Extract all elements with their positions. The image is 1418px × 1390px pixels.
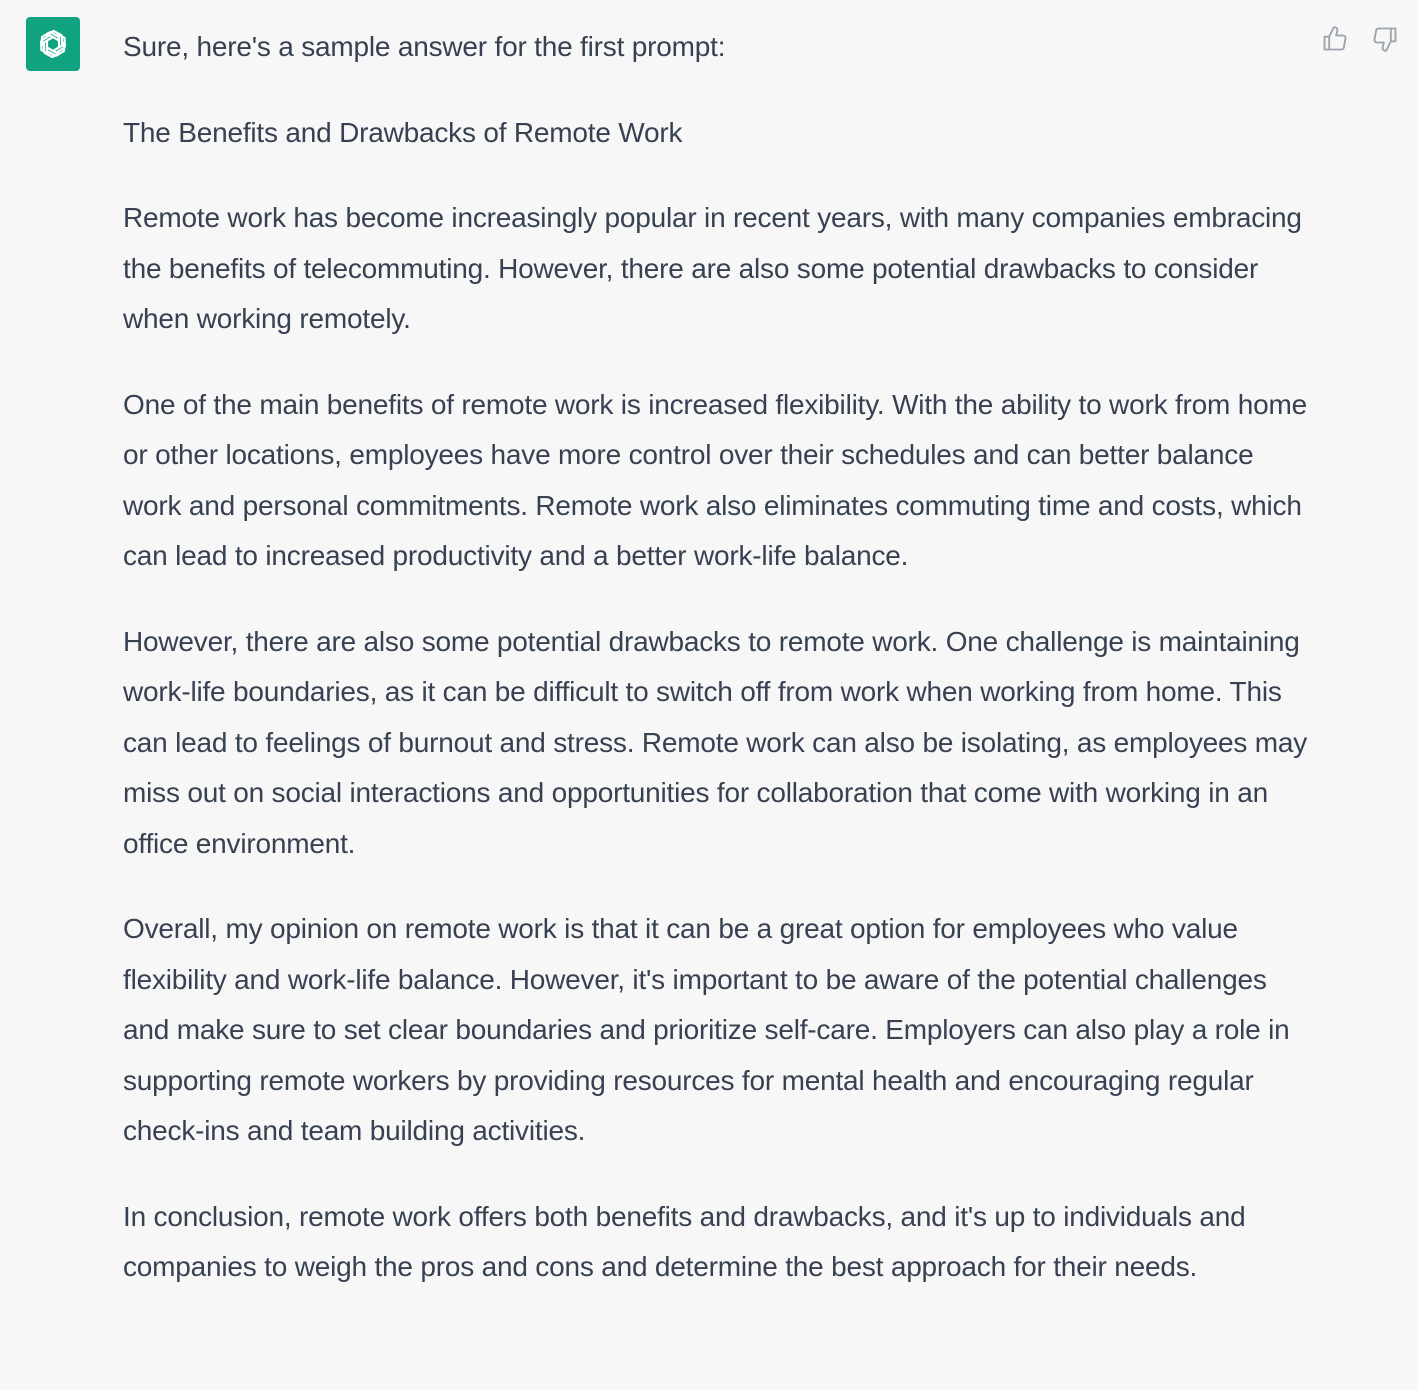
assistant-avatar	[26, 17, 80, 71]
message-paragraph: One of the main benefits of remote work is increased flexibility. With the ability to work from home or other locations, employees have more control over their schedules and can better balance work and personal commitments. Remote work also eliminates commuting time and costs, which can lead to increased productivity and a better work-life balance.	[123, 388, 1307, 571]
thumbs-up-button[interactable]	[1320, 24, 1350, 54]
thumbs-down-button[interactable]	[1370, 24, 1400, 54]
message-intro: Sure, here's a sample answer for the first prompt:	[123, 31, 726, 62]
message-title: The Benefits and Drawbacks of Remote Work	[123, 116, 683, 148]
thumbs-up-icon	[1321, 25, 1349, 53]
feedback-controls	[1320, 24, 1400, 54]
assistant-message	[123, 22, 1313, 1293]
message-paragraph: Remote work has become increasingly popular in recent years, with many companies embracing the benefits of telecommuting. However, there are also some potential drawbacks to consider when working remotely.	[123, 202, 1302, 334]
openai-logo-icon	[33, 24, 73, 64]
message-paragraph: However, there are also some potential drawbacks to remote work. One challenge is maintaining work-life boundaries, as it can be difficult to switch off from work when working from home. This can lead to feelings of burnout and stress. Remote work can also be isolating, as employees may miss out on social interactions and opportunities for collaboration that come with working in an office environment.	[123, 625, 1308, 859]
message-paragraph: In conclusion, remote work offers both benefits and drawbacks, and it's up to individuals and companies to weigh the pros and cons and determine the best approach for their needs.	[123, 1200, 1246, 1282]
message-paragraph: Overall, my opinion on remote work is that it can be a great option for employees who value flexibility and work-life balance. However, it's important to be aware of the potential challenges and make sure to set clear boundaries and prioritize self-care. Employers can also play a role in supporting remote workers by providing resources for mental health and encouraging regular check-ins and team building activities.	[123, 913, 1290, 1146]
thumbs-down-icon	[1371, 25, 1399, 53]
